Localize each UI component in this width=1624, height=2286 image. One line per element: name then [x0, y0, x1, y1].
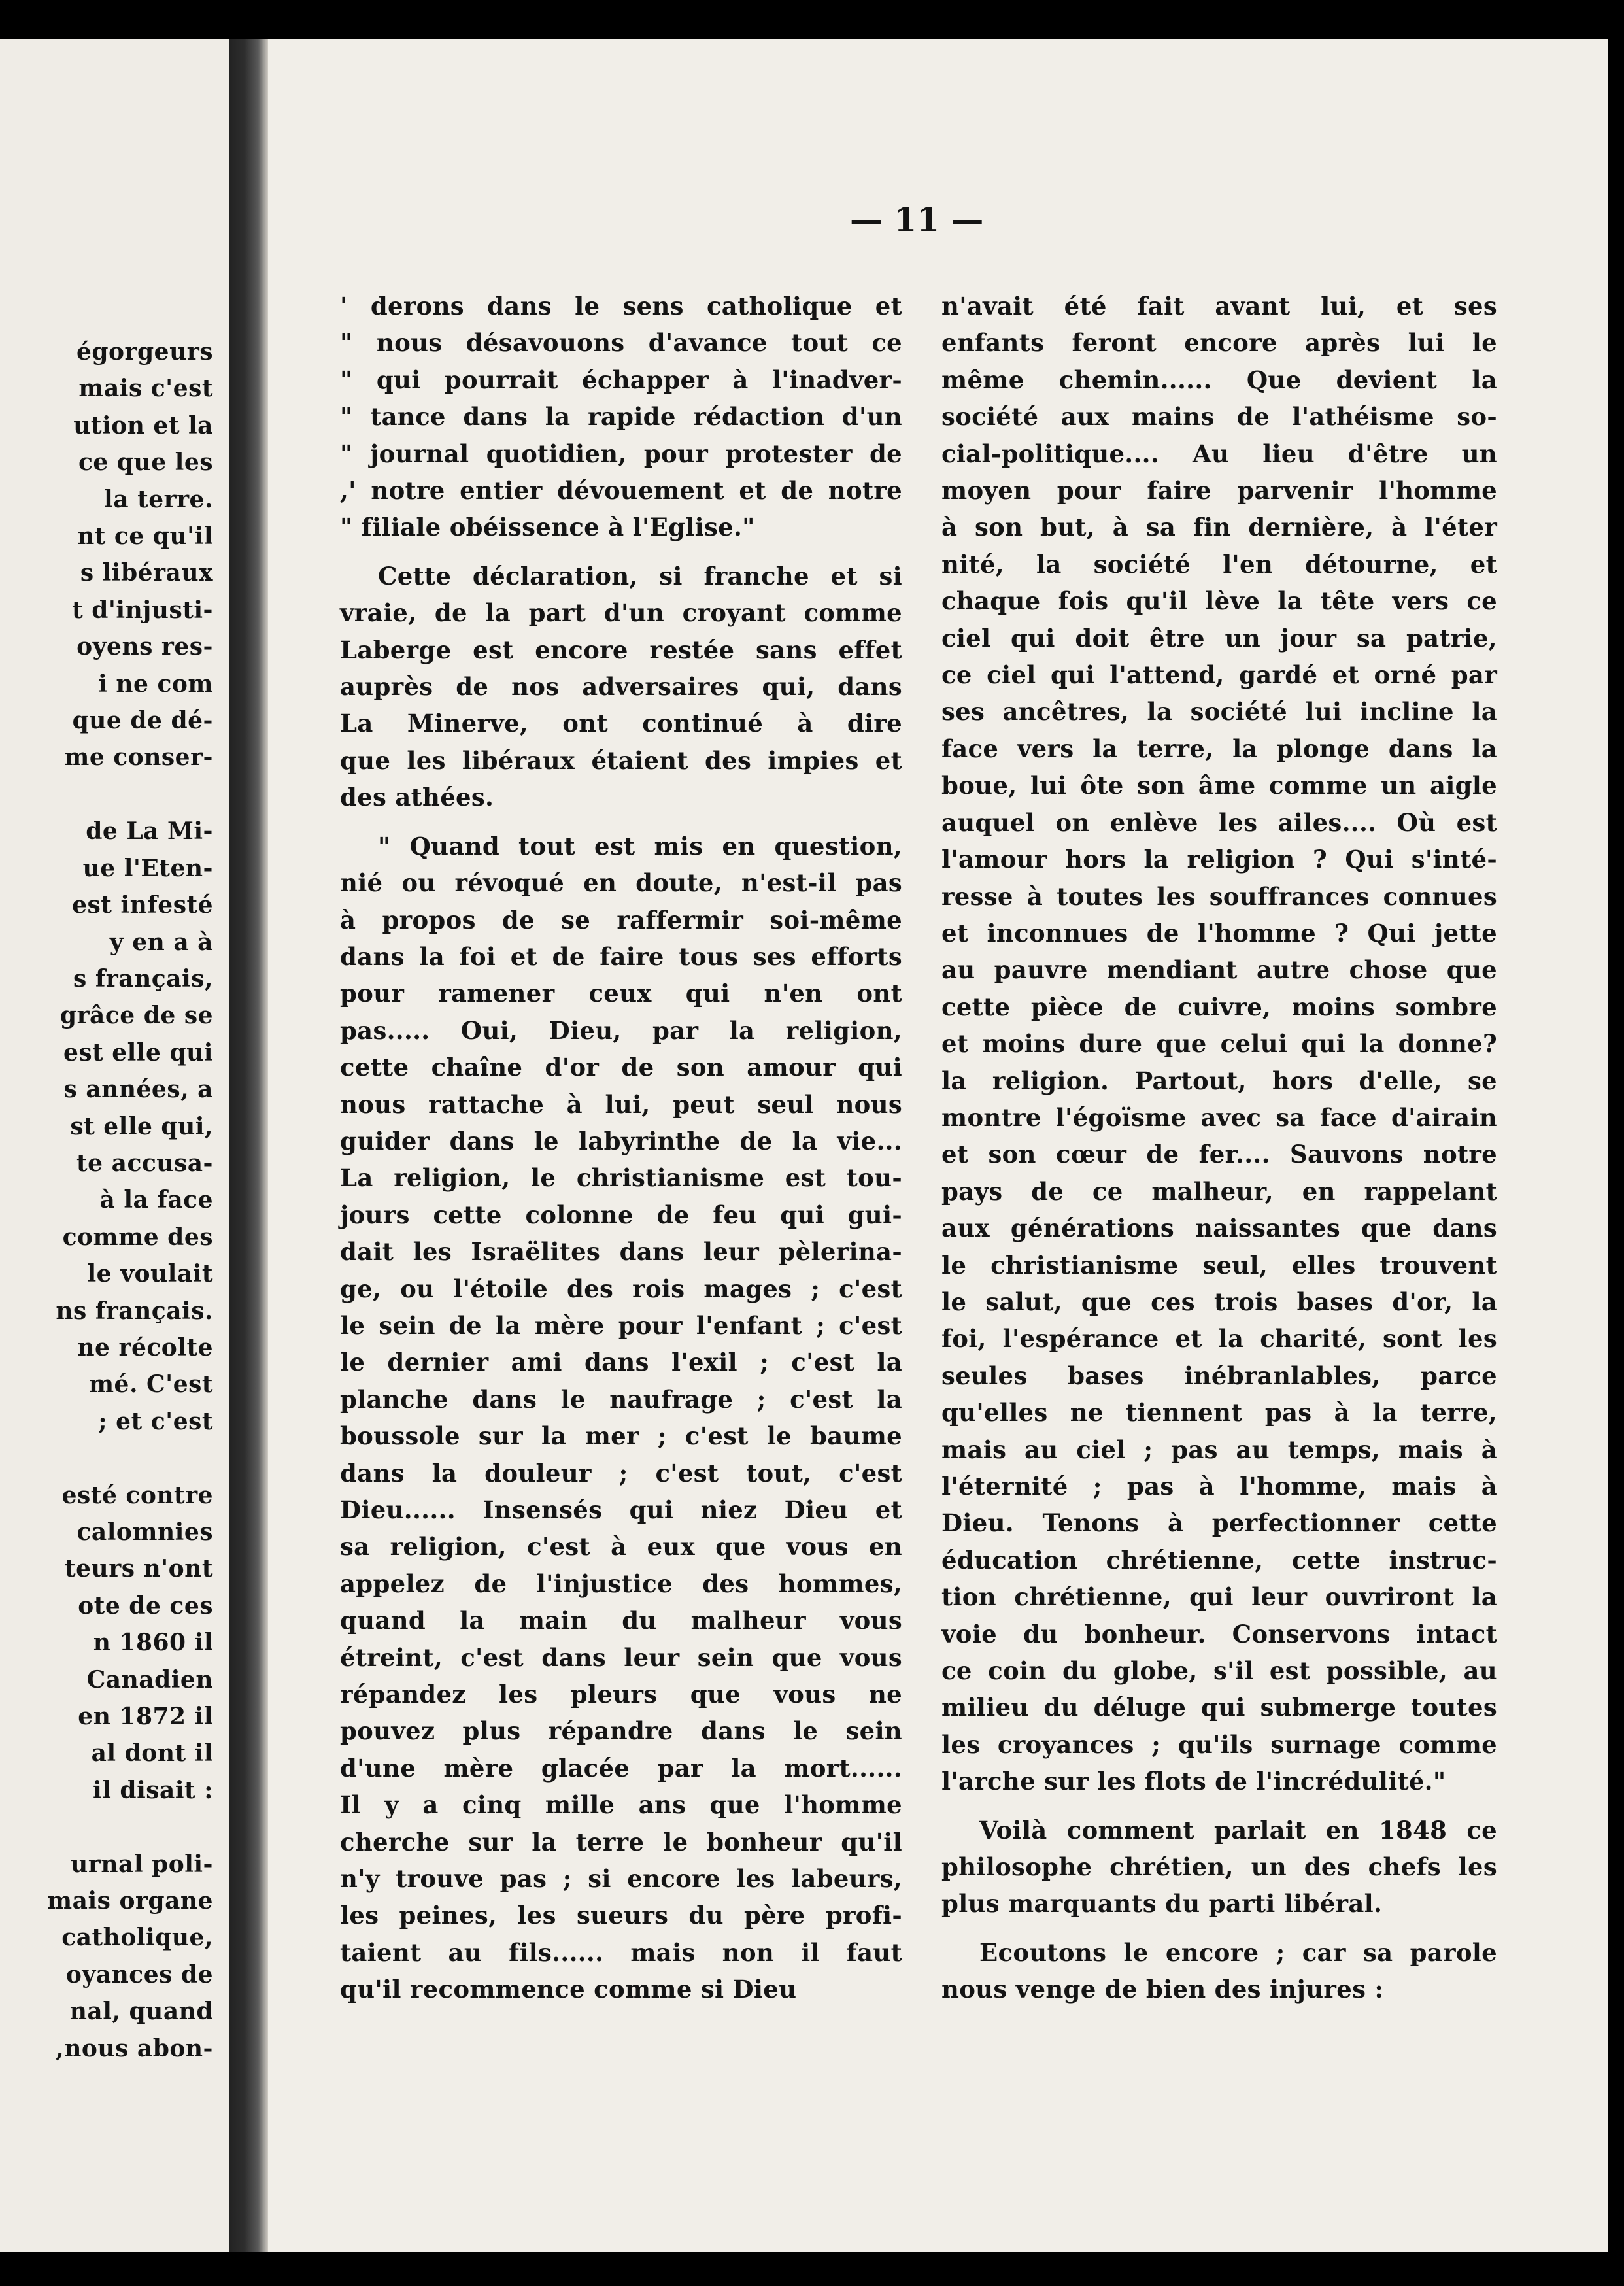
text-line: ciel qui doit être un jour sa patrie,	[941, 623, 1497, 653]
text-line: moyen pour faire parvenir l'homme	[941, 476, 1497, 505]
text-line: ge, ou l'étoile des rois mages ; c'est	[340, 1274, 902, 1303]
previous-page-line: mé. C'est	[88, 1371, 213, 1399]
text-line: cial-politique.... Au lieu d'être un	[941, 439, 1497, 468]
previous-page-line: s libéraux	[80, 559, 213, 587]
text-line: au pauvre mendiant autre chose que	[941, 955, 1497, 985]
text-line: pouvez plus répandre dans le sein	[340, 1716, 902, 1746]
previous-page-line: il disait :	[93, 1776, 213, 1804]
text-line: milieu du déluge qui submerge toutes	[941, 1693, 1497, 1722]
previous-page-line: est infesté	[72, 891, 213, 919]
text-line: qu'elles ne tiennent pas à la terre,	[941, 1398, 1497, 1427]
book-gutter	[229, 39, 268, 2252]
text-line: pays de ce malheur, en rappelant	[941, 1176, 1497, 1206]
previous-page-text	[47, 333, 213, 2067]
text-line: dans la foi et de faire tous ses efforts	[340, 942, 902, 971]
text-line: que les libéraux étaient des impies et	[340, 745, 902, 775]
previous-page-line: s années, a	[63, 1076, 213, 1104]
text-line: Laberge est encore restée sans effet	[340, 635, 902, 664]
text-line: nié ou révoqué en doute, n'est-il pas	[340, 868, 902, 898]
text-line: et moins dure que celui qui la donne?	[941, 1029, 1497, 1059]
text-line: dait les Israëlites dans leur pèlerina-	[340, 1237, 902, 1267]
text-line: " journal quotidien, pour protester de	[340, 439, 902, 468]
text-line: pour ramener ceux qui n'en ont	[340, 979, 902, 1008]
text-line: l'arche sur les flots de l'incrédulité."	[941, 1767, 1446, 1796]
previous-page-line: me conser-	[64, 743, 213, 772]
previous-page-line: en 1872 il	[78, 1703, 213, 1731]
previous-page-line: mais organe	[47, 1887, 213, 1915]
text-line: jours cette colonne de feu qui gui-	[340, 1200, 902, 1229]
previous-page-line: y en a à	[109, 928, 213, 956]
text-line: le sein de la mère pour l'enfant ; c'est	[340, 1310, 902, 1340]
text-line: n'avait été fait avant lui, et ses	[941, 292, 1497, 320]
text-line: ' derons dans le sens catholique et	[340, 292, 902, 320]
text-line: ,' notre entier dévouement et de notre	[340, 476, 902, 505]
text-line: d'une mère glacée par la mort......	[340, 1753, 902, 1783]
previous-page-line: esté contre	[61, 1481, 213, 1509]
text-line: Il y a cinq mille ans que l'homme	[340, 1790, 902, 1820]
text-line: ses ancêtres, la société lui incline la	[941, 697, 1497, 726]
text-line: pas..... Oui, Dieu, par la religion,	[340, 1015, 902, 1045]
text-line: nous rattache à lui, peut seul nous	[340, 1089, 902, 1119]
previous-page-line: st elle qui,	[70, 1112, 213, 1140]
text-line: boussole sur la mer ; c'est le baume	[340, 1422, 902, 1451]
text-line: boue, lui ôte son âme comme un aigle	[941, 771, 1497, 800]
previous-page-line: à la face	[99, 1186, 213, 1214]
text-line: resse à toutes les souffrances connues	[941, 881, 1497, 911]
text-line: le salut, que ces trois bases d'or, la	[941, 1287, 1497, 1316]
paragraph	[941, 1934, 1497, 2008]
previous-page-line: est elle qui	[63, 1038, 213, 1066]
previous-page-line: ce que les	[78, 449, 213, 477]
text-line: même chemin...... Que devient la	[941, 365, 1497, 394]
previous-page-line: nt ce qu'il	[77, 522, 213, 551]
text-line: l'amour hors la religion ? Qui s'inté-	[941, 845, 1497, 874]
paragraph	[340, 288, 902, 546]
previous-page-line: comme des	[62, 1223, 213, 1251]
text-line: nous venge de bien des injures :	[941, 1975, 1384, 2004]
left-text-column	[340, 288, 902, 2008]
previous-page-line: la terre.	[104, 485, 213, 513]
text-line: et inconnues de l'homme ? Qui jette	[941, 918, 1497, 947]
text-line: Ecoutons le encore ; car sa parole	[979, 1937, 1497, 1967]
text-line: cette pièce de cuivre, moins sombre	[941, 992, 1497, 1021]
text-line: auquel on enlève les ailes.... Où est	[941, 808, 1497, 837]
previous-page-line: ns français.	[56, 1297, 213, 1325]
text-line: cette chaîne d'or de son amour qui	[340, 1053, 902, 1082]
previous-page-line: grâce de se	[59, 1002, 213, 1030]
text-line: aux générations naissantes que dans	[941, 1214, 1497, 1243]
text-line: Dieu. Tenons à perfectionner cette	[941, 1509, 1497, 1538]
text-line: taient au fils...... mais non il faut	[340, 1937, 902, 1967]
previous-page-line: i ne com	[98, 670, 213, 698]
text-line: ce ciel qui l'attend, gardé et orné par	[941, 660, 1497, 690]
paragraph	[941, 288, 1497, 1800]
text-line: dans la douleur ; c'est tout, c'est	[340, 1458, 902, 1488]
previous-page-line	[47, 1809, 213, 1845]
previous-page-line: ,nous abon-	[56, 2034, 213, 2062]
previous-page-line: teurs n'ont	[65, 1555, 213, 1583]
text-line: étreint, c'est dans leur sein que vous	[340, 1643, 902, 1672]
text-line: tion chrétienne, qui leur ouvriront la	[941, 1582, 1497, 1612]
text-line: et son cœur de fer.... Sauvons notre	[941, 1140, 1497, 1169]
previous-page-line: nal, quand	[69, 1998, 213, 2026]
previous-page-line: que de dé-	[72, 707, 213, 735]
previous-page-line: catholique,	[61, 1924, 213, 1952]
right-text-column	[941, 288, 1497, 2008]
text-line: à propos de se raffermir soi-même	[340, 905, 902, 934]
previous-page-line: le voulait	[87, 1260, 213, 1288]
previous-page-line: urnal poli-	[71, 1850, 213, 1878]
previous-page	[0, 39, 229, 2252]
text-line: enfants feront encore après lui le	[941, 328, 1497, 358]
text-line: appelez de l'injustice des hommes,	[340, 1569, 902, 1598]
text-line: l'éternité ; pas à l'homme, mais à	[941, 1472, 1497, 1501]
text-line: auprès de nos adversaires qui, dans	[340, 672, 902, 702]
text-line: montre l'égoïsme avec sa face d'airain	[941, 1102, 1497, 1132]
text-line: des athées.	[340, 783, 494, 812]
text-line: cherche sur la terre le bonheur qu'il	[340, 1827, 902, 1856]
text-line: qu'il recommence comme si Dieu	[340, 1975, 797, 2004]
text-line: les croyances ; qu'ils surnage comme	[941, 1730, 1497, 1759]
previous-page-line: ; et c'est	[98, 1407, 213, 1435]
text-line: société aux mains de l'athéisme so-	[941, 402, 1497, 432]
previous-page-line: ue l'Eten-	[82, 854, 213, 882]
text-line: Voilà comment parlait en 1848 ce	[979, 1815, 1497, 1845]
previous-page-line: ne récolte	[77, 1333, 213, 1361]
previous-page-line	[47, 776, 213, 813]
text-line: ce coin du globe, s'il est possible, au	[941, 1656, 1497, 1686]
previous-page-line	[47, 1440, 213, 1476]
text-line: " Quand tout est mis en question,	[378, 831, 902, 861]
text-line: plus marquants du parti libéral.	[941, 1889, 1383, 1919]
text-line: planche dans le naufrage ; c'est la	[340, 1384, 902, 1414]
text-line: chaque fois qu'il lève la tête vers ce	[941, 587, 1497, 616]
text-line: voie du bonheur. Conservons intact	[941, 1619, 1497, 1648]
text-line: La Minerve, ont continué à dire	[340, 709, 902, 738]
previous-page-line: n 1860 il	[93, 1629, 213, 1657]
paragraph	[340, 558, 902, 816]
previous-page-line: al dont il	[91, 1739, 213, 1767]
text-line: n'y trouve pas ; si encore les labeurs,	[340, 1864, 902, 1894]
text-line: nité, la société l'en détourne, et	[941, 549, 1497, 579]
text-line: " qui pourrait échapper à l'inadver-	[340, 365, 902, 394]
text-line: à son but, à sa fin dernière, à l'éter	[941, 513, 1497, 542]
paragraph	[941, 1812, 1497, 1922]
previous-page-line: te accusa-	[76, 1149, 213, 1177]
text-line: foi, l'espérance et la charité, sont les	[941, 1324, 1497, 1354]
previous-page-line: calomnies	[76, 1518, 213, 1546]
text-line: la religion. Partout, hors d'elle, se	[941, 1066, 1497, 1095]
previous-page-line: oyances de	[65, 1960, 213, 1988]
paragraph	[340, 828, 902, 2008]
previous-page-line: s français,	[73, 964, 213, 993]
previous-page-line: oyens res-	[76, 633, 213, 661]
text-line: " tance dans la rapide rédaction d'un	[340, 402, 902, 432]
previous-page-line: ution et la	[73, 411, 213, 439]
text-line: " filiale obéissence à l'Eglise."	[340, 513, 755, 542]
previous-page-line: de La Mi-	[86, 817, 213, 845]
text-line: " nous désavouons d'avance tout ce	[340, 328, 902, 358]
text-line: La religion, le christianisme est tou-	[340, 1163, 902, 1193]
text-line: seules bases inébranlables, parce	[941, 1361, 1497, 1390]
text-line: les peines, les sueurs du père profi-	[340, 1901, 902, 1930]
text-line: répandez les pleurs que vous ne	[340, 1680, 902, 1709]
text-line: le christianisme seul, elles trouvent	[941, 1250, 1497, 1280]
text-line: le dernier ami dans l'exil ; c'est la	[340, 1348, 902, 1377]
text-line: sa religion, c'est à eux que vous en	[340, 1532, 902, 1561]
previous-page-line: ote de ces	[78, 1592, 213, 1620]
text-line: face vers la terre, la plonge dans la	[941, 734, 1497, 763]
previous-page-line: Canadien	[86, 1665, 213, 1694]
previous-page-line: égorgeurs	[76, 338, 213, 366]
text-line: vraie, de la part d'un croyant comme	[340, 598, 902, 628]
text-line: quand la main du malheur vous	[340, 1606, 902, 1635]
text-line: éducation chrétienne, cette instruc-	[941, 1545, 1497, 1575]
text-line: Cette déclaration, si franche et si	[378, 561, 902, 590]
page-number: — 11 —	[850, 200, 984, 239]
previous-page-line: mais c'est	[78, 375, 213, 403]
text-line: guider dans le labyrinthe de la vie...	[340, 1126, 902, 1155]
previous-page-line: t d'injusti-	[72, 596, 213, 624]
text-line: philosophe chrétien, un des chefs les	[941, 1852, 1497, 1882]
text-line: Dieu...... Insensés qui niez Dieu et	[340, 1495, 902, 1524]
text-line: mais au ciel ; pas au temps, mais à	[941, 1435, 1497, 1464]
